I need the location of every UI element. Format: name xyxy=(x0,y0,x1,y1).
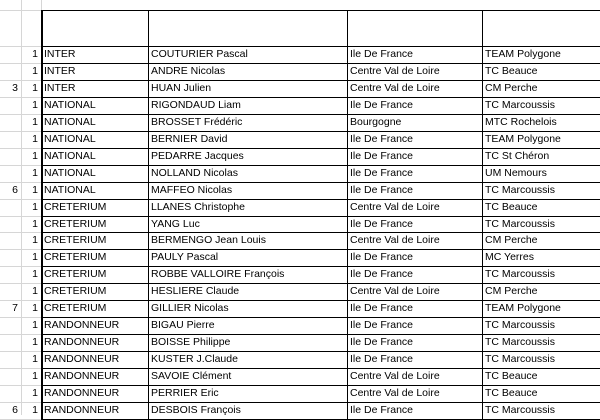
cell-count: 1 xyxy=(32,200,38,213)
cell-ligue: Ile De France xyxy=(350,251,414,264)
cell-pilote: ROBBE VALLOIRE François xyxy=(151,268,285,281)
cell-count: 1 xyxy=(32,268,38,281)
cell-ligue: Centre Val de Loire xyxy=(350,387,440,399)
cell-ligue: Ile De France xyxy=(350,149,414,162)
cell-pilote: NOLLAND Nicolas xyxy=(151,166,238,179)
cell-club: TC Marcoussis xyxy=(485,336,556,349)
cell-club: TEAM Polygone xyxy=(485,48,561,60)
cell-ligue: Centre Val de Loire xyxy=(350,234,440,247)
cell-pilote: YANG Luc xyxy=(151,217,200,230)
cell-group-count xyxy=(0,318,21,334)
cell-pilote: KUSTER J.Claude xyxy=(151,353,238,366)
cell-group-count xyxy=(0,98,21,114)
cell-pilote: BIGAU Pierre xyxy=(151,319,215,332)
cell-group-count xyxy=(0,200,21,216)
cell-count: 1 xyxy=(32,387,38,399)
cell-ligue: Ile De France xyxy=(350,268,414,281)
cell-count: 1 xyxy=(32,132,38,145)
cell-categorie: NATIONAL xyxy=(44,149,96,162)
cell-pilote: HUAN Julien xyxy=(151,81,212,94)
cell-club: CM Perche xyxy=(485,234,538,247)
cell-club: TEAM Polygone xyxy=(485,132,561,145)
cell-count: 1 xyxy=(32,251,38,264)
cell-group-count xyxy=(0,233,21,249)
cell-categorie: NATIONAL xyxy=(44,166,96,179)
cell-club: TC Marcoussis xyxy=(485,217,556,230)
cell-categorie: NATIONAL xyxy=(44,98,96,111)
cell-categorie: RANDONNEUR xyxy=(44,403,120,416)
cell-club: UM Nemours xyxy=(485,166,547,179)
cell-group-count: 7 xyxy=(12,302,18,315)
cell-count: 1 xyxy=(32,183,38,196)
cell-group-count xyxy=(0,64,21,80)
cell-categorie: NATIONAL xyxy=(44,132,96,145)
cell-club: TC Beauce xyxy=(485,370,538,383)
cell-count: 1 xyxy=(32,336,38,349)
cell-count: 1 xyxy=(32,98,38,111)
cell-pilote: HESLIERE Claude xyxy=(151,285,240,298)
cell-count: 1 xyxy=(32,81,38,94)
cell-categorie: RANDONNEUR xyxy=(44,370,120,383)
cell-count: 1 xyxy=(32,403,38,416)
cell-categorie: RANDONNEUR xyxy=(44,353,120,366)
cell-ligue: Ile De France xyxy=(350,319,414,332)
cell-pilote: PERRIER Eric xyxy=(151,387,219,399)
cell-group-count: 6 xyxy=(12,183,18,196)
cell-pilote: COUTURIER Pascal xyxy=(151,48,248,60)
cell-club: TEAM Polygone xyxy=(485,302,561,315)
cell-categorie: RANDONNEUR xyxy=(44,319,120,332)
cell-group-count xyxy=(0,132,21,148)
cell-categorie: CRETERIUM xyxy=(44,268,107,281)
cell-count: 1 xyxy=(32,217,38,230)
cell-club: TC Marcoussis xyxy=(485,183,556,196)
cell-ligue: Ile De France xyxy=(350,403,414,416)
cell-count: 1 xyxy=(32,149,38,162)
header-pilote xyxy=(148,10,347,46)
cell-pilote: BERNIER David xyxy=(151,132,228,145)
cell-count: 1 xyxy=(32,234,38,247)
cell-group-count xyxy=(0,369,21,385)
cell-count: 1 xyxy=(32,285,38,298)
cell-count: 1 xyxy=(32,319,38,332)
cell-ligue: Bourgogne xyxy=(350,115,402,128)
cell-categorie: CRETERIUM xyxy=(44,285,107,298)
cell-group-count xyxy=(0,47,21,63)
cell-count: 1 xyxy=(32,166,38,179)
cell-pilote: DESBOIS François xyxy=(151,403,241,416)
cell-categorie: CRETERIUM xyxy=(44,234,107,247)
cell-ligue: Centre Val de Loire xyxy=(350,285,440,298)
cell-club: CM Perche xyxy=(485,285,538,298)
cell-pilote: ANDRE Nicolas xyxy=(151,64,226,77)
header-ligue xyxy=(347,10,482,46)
cell-count: 1 xyxy=(32,48,38,60)
cell-pilote: RIGONDAUD Liam xyxy=(151,98,241,111)
cell-pilote: BERMENGO Jean Louis xyxy=(151,234,266,247)
cell-ligue: Ile De France xyxy=(350,48,414,60)
cell-club: MC Yerres xyxy=(485,251,535,264)
cell-count: 1 xyxy=(32,302,38,315)
cell-club: TC Marcoussis xyxy=(485,268,556,281)
cell-ligue: Ile De France xyxy=(350,302,414,315)
cell-ligue: Centre Val de Loire xyxy=(350,370,440,383)
cell-ligue: Ile De France xyxy=(350,132,414,145)
cell-count: 1 xyxy=(32,115,38,128)
cell-ligue: Ile De France xyxy=(350,217,414,230)
cell-club: TC Marcoussis xyxy=(485,319,556,332)
cell-group-count xyxy=(0,352,21,368)
cell-categorie: CRETERIUM xyxy=(44,251,107,264)
cell-club: TC St Chéron xyxy=(485,149,550,162)
cell-group-count xyxy=(0,267,21,283)
cell-group-count xyxy=(0,166,21,182)
cell-count: 1 xyxy=(32,353,38,366)
cell-ligue: Centre Val de Loire xyxy=(350,81,440,94)
cell-club: CM Perche xyxy=(485,81,538,94)
cell-pilote: BOISSE Philippe xyxy=(151,336,231,349)
cell-pilote: GILLIER Nicolas xyxy=(151,302,229,315)
cell-ligue: Ile De France xyxy=(350,353,414,366)
cell-categorie: CRETERIUM xyxy=(44,302,107,315)
cell-categorie: CRETERIUM xyxy=(44,200,107,213)
cell-categorie: INTER xyxy=(44,81,76,94)
cell-group-count xyxy=(0,115,21,131)
cell-group-count xyxy=(0,149,21,165)
cell-group-count xyxy=(0,217,21,233)
cell-pilote: SAVOIE Clément xyxy=(151,370,232,383)
cell-count: 1 xyxy=(32,64,38,77)
cell-group-count xyxy=(0,386,21,402)
cell-group-count xyxy=(0,335,21,351)
header-club xyxy=(482,10,600,46)
cell-categorie: INTER xyxy=(44,48,76,60)
cell-ligue: Centre Val de Loire xyxy=(350,200,440,213)
cell-categorie: RANDONNEUR xyxy=(44,387,120,399)
cell-categorie: RANDONNEUR xyxy=(44,336,120,349)
cell-pilote: PAULY Pascal xyxy=(151,251,219,264)
cell-categorie: NATIONAL xyxy=(44,115,96,128)
cell-group-count xyxy=(0,284,21,300)
cell-ligue: Centre Val de Loire xyxy=(350,64,440,77)
cell-ligue: Ile De France xyxy=(350,336,414,349)
cell-club: TC Beauce xyxy=(485,387,538,399)
cell-club: TC Beauce xyxy=(485,200,538,213)
cell-count: 1 xyxy=(32,370,38,383)
cell-pilote: BROSSET Frédéric xyxy=(151,115,243,128)
cell-group-count xyxy=(0,250,21,266)
cell-pilote: PEDARRE Jacques xyxy=(151,149,244,162)
cell-club: TC Marcoussis xyxy=(485,353,556,366)
cell-ligue: Ile De France xyxy=(350,166,414,179)
cell-pilote: LLANES Christophe xyxy=(151,200,245,213)
cell-club: TC Marcoussis xyxy=(485,98,556,111)
cell-club: TC Beauce xyxy=(485,64,538,77)
cell-club: TC Marcoussis xyxy=(485,403,556,416)
cell-group-count: 6 xyxy=(12,403,18,416)
cell-categorie: INTER xyxy=(44,64,76,77)
cell-categorie: CRETERIUM xyxy=(44,217,107,230)
cell-group-count: 3 xyxy=(12,81,18,94)
cell-club: MTC Rochelois xyxy=(485,115,557,128)
header-categorie xyxy=(41,10,148,46)
cell-categorie: NATIONAL xyxy=(44,183,96,196)
cell-ligue: Ile De France xyxy=(350,98,414,111)
cell-pilote: MAFFEO Nicolas xyxy=(151,183,233,196)
cell-ligue: Ile De France xyxy=(350,183,414,196)
